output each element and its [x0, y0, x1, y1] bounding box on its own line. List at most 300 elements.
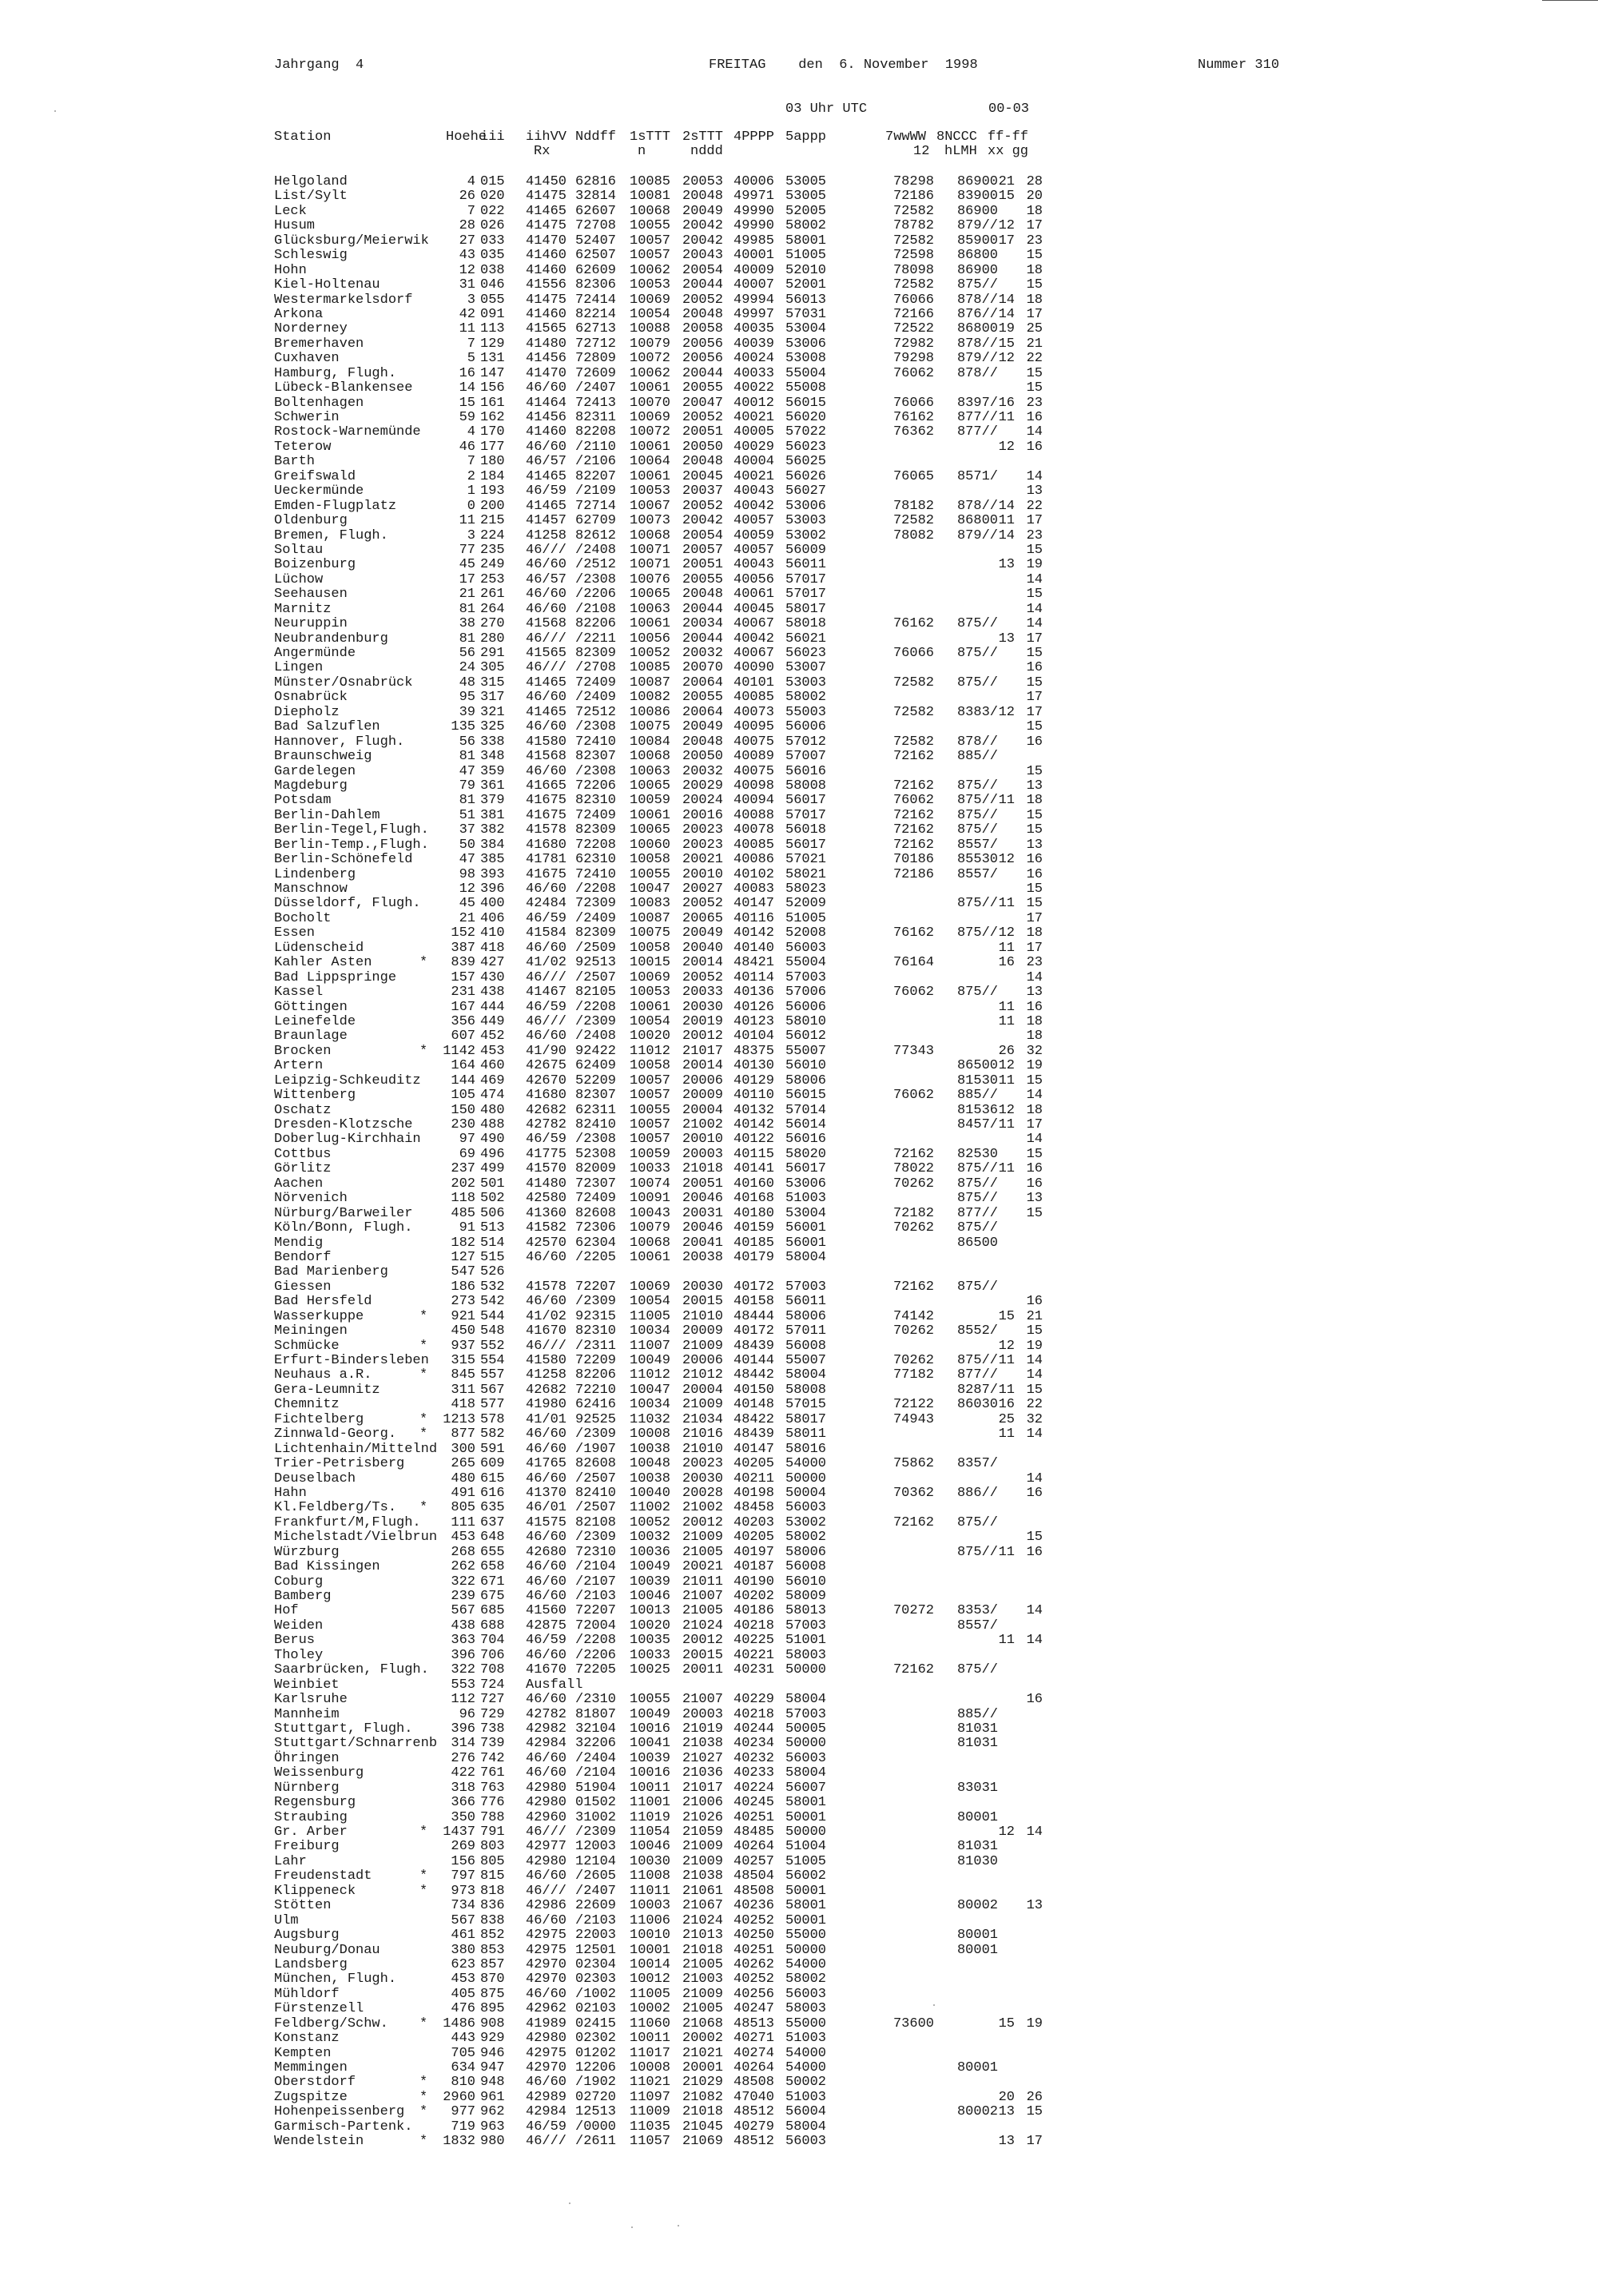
gust-value-2: 19 [1026, 557, 1043, 573]
gust-value-1: 26 [998, 1043, 1015, 1059]
group-1sttt: 10055 [630, 218, 671, 234]
group-1sttt: 10049 [630, 1706, 671, 1722]
group-4pppp: 40004 [733, 454, 775, 470]
group-8nccc: 85900 [956, 233, 998, 249]
station-id: 908 [480, 2015, 505, 2031]
group-4pppp: 48512 [733, 2134, 775, 2150]
group-iihvv: 41460 [526, 306, 567, 322]
station-name: Deuselbach [274, 1470, 356, 1486]
group-5appp: 50000 [785, 1942, 827, 1958]
group-2sttt: 21059 [682, 1824, 724, 1840]
group-5appp: 58011 [785, 1427, 827, 1442]
mountain-marker: * [419, 1043, 428, 1059]
group-4pppp: 40252 [733, 1912, 775, 1928]
group-7wwww: 72582 [892, 513, 934, 529]
group-1sttt: 10039 [630, 1750, 671, 1766]
group-5appp: 58006 [785, 1308, 827, 1324]
station-height: 2 [467, 468, 475, 484]
station-id: 091 [480, 306, 505, 322]
group-4pppp: 40271 [733, 2031, 775, 2047]
group-7wwww: 72162 [892, 1662, 934, 1678]
station-height: 182 [451, 1235, 475, 1251]
group-5appp: 55007 [785, 1043, 827, 1059]
group-2sttt: 20048 [682, 189, 724, 205]
group-nddff: 22609 [575, 1898, 617, 1914]
group-7wwww: 72982 [892, 336, 934, 352]
group-2sttt: 20045 [682, 468, 724, 484]
group-iihvv: 41565 [526, 321, 567, 337]
group-2sttt: 21005 [682, 1603, 724, 1619]
station-id: 948 [480, 2075, 505, 2091]
group-nddff: 22003 [575, 1928, 617, 1944]
group-1sttt: 10036 [630, 1544, 671, 1560]
group-8nccc: 877// [956, 424, 998, 440]
station-height: 38 [459, 616, 475, 632]
group-5appp: 56008 [785, 1338, 827, 1354]
gust-value-2: 15 [1026, 1205, 1043, 1221]
group-iihvv: 46/60 [526, 1249, 567, 1265]
station-name: Soltau [274, 542, 324, 558]
station-height: 443 [451, 2031, 475, 2047]
gust-value-2: 17 [1026, 631, 1043, 647]
col-iihvv: iihVV [526, 129, 567, 145]
gust-value-2: 14 [1026, 616, 1043, 632]
group-8nccc: 875// [956, 1176, 998, 1192]
group-4pppp: 40061 [733, 587, 775, 603]
station-id: 113 [480, 321, 505, 337]
group-8nccc: 885// [956, 1088, 998, 1104]
group-2sttt: 20042 [682, 513, 724, 529]
group-5appp: 56027 [785, 483, 827, 499]
station-id: 418 [480, 940, 505, 956]
group-8nccc: 81530 [956, 1072, 998, 1088]
group-nddff: /1907 [575, 1441, 617, 1457]
group-2sttt: 21017 [682, 1780, 724, 1796]
group-4pppp: 48439 [733, 1427, 775, 1442]
group-nddff: 81807 [575, 1706, 617, 1722]
group-2sttt: 21018 [682, 2104, 724, 2120]
group-1sttt: 10046 [630, 1589, 671, 1604]
gust-value-2: 15 [1026, 542, 1043, 558]
group-nddff: /2407 [575, 1883, 617, 1899]
station-height: 69 [459, 1146, 475, 1162]
group-4pppp: 40089 [733, 749, 775, 765]
group-1sttt: 10061 [630, 616, 671, 632]
group-iihvv: 46/60 [526, 1530, 567, 1546]
group-4pppp: 40088 [733, 807, 775, 823]
group-2sttt: 20003 [682, 1706, 724, 1722]
group-nddff: 02720 [575, 2089, 617, 2105]
station-height: 567 [451, 1603, 475, 1619]
station-name: Bocholt [274, 910, 332, 926]
group-iihvv: 41460 [526, 424, 567, 440]
group-4pppp: 40114 [733, 969, 775, 985]
station-id: 578 [480, 1411, 505, 1427]
station-height: 27 [459, 233, 475, 249]
gust-value-2: 14 [1026, 424, 1043, 440]
station-name: Oberstdorf [274, 2075, 356, 2091]
group-7wwww: 72162 [892, 749, 934, 765]
col-5appp: 5appp [785, 129, 827, 145]
group-8nccc: 875// [956, 778, 998, 794]
group-4pppp: 40172 [733, 1279, 775, 1295]
group-4pppp: 40132 [733, 1102, 775, 1118]
group-8nccc: 86800 [956, 321, 998, 337]
group-nddff: 31002 [575, 1809, 617, 1825]
group-5appp: 57015 [785, 1397, 827, 1413]
station-id: 852 [480, 1928, 505, 1944]
group-1sttt: 10076 [630, 571, 671, 587]
station-id: 544 [480, 1308, 505, 1324]
station-name: Schmücke [274, 1338, 340, 1354]
group-5appp: 50001 [785, 1809, 827, 1825]
group-2sttt: 20015 [682, 1294, 724, 1310]
group-1sttt: 10010 [630, 1928, 671, 1944]
group-5appp: 57014 [785, 1102, 827, 1118]
station-height: 11 [459, 321, 475, 337]
col-ffff-sub: xx gg [988, 144, 1029, 160]
group-7wwww: 72582 [892, 277, 934, 293]
group-2sttt: 20014 [682, 955, 724, 971]
group-iihvv: 46/60 [526, 690, 567, 706]
gust-value-1: 11 [998, 896, 1015, 912]
group-iihvv: 41670 [526, 1662, 567, 1678]
station-id: 410 [480, 925, 505, 941]
station-height: 81 [459, 749, 475, 765]
station-id: 552 [480, 1338, 505, 1354]
group-iihvv: 46/60 [526, 1470, 567, 1486]
station-height: 265 [451, 1456, 475, 1472]
station-id: 393 [480, 866, 505, 882]
group-5appp: 56013 [785, 292, 827, 308]
group-4pppp: 40021 [733, 410, 775, 425]
group-1sttt: 10056 [630, 631, 671, 647]
group-iihvv: 41465 [526, 704, 567, 720]
station-id: 729 [480, 1706, 505, 1722]
group-iihvv: 41582 [526, 1220, 567, 1236]
group-1sttt: 10038 [630, 1441, 671, 1457]
station-id: 381 [480, 807, 505, 823]
group-5appp: 58016 [785, 1441, 827, 1457]
station-height: 118 [451, 1191, 475, 1207]
station-id: 264 [480, 601, 505, 617]
station-name: Würzburg [274, 1544, 340, 1560]
group-1sttt: 10062 [630, 262, 671, 278]
station-name: Görlitz [274, 1161, 332, 1177]
group-1sttt: 10032 [630, 1530, 671, 1546]
gust-value-1: 16 [998, 1397, 1015, 1413]
station-id: 637 [480, 1514, 505, 1530]
group-1sttt: 10053 [630, 985, 671, 1001]
station-name: Fichtelberg [274, 1411, 364, 1427]
group-iihvv: 42984 [526, 2104, 567, 2120]
gust-value-1: 15 [998, 2015, 1015, 2031]
station-name: Berus [274, 1633, 316, 1649]
group-5appp: 55003 [785, 704, 827, 720]
mountain-marker: * [419, 2089, 428, 2105]
gust-value-2: 32 [1026, 1411, 1043, 1427]
group-iihvv: 41470 [526, 365, 567, 381]
station-name: Glücksburg/Meierwik [274, 233, 429, 249]
station-height: 476 [451, 2001, 475, 2017]
group-5appp: 50000 [785, 1662, 827, 1678]
group-2sttt: 21068 [682, 2015, 724, 2031]
group-4pppp: 40148 [733, 1397, 775, 1413]
station-name: Neubrandenburg [274, 631, 388, 647]
group-nddff: /2109 [575, 483, 617, 499]
group-nddff: 32206 [575, 1736, 617, 1752]
group-iihvv: 42484 [526, 896, 567, 912]
group-5appp: 53007 [785, 660, 827, 676]
gust-value-2: 14 [1026, 571, 1043, 587]
gust-value-2: 16 [1026, 660, 1043, 676]
group-2sttt: 21013 [682, 1928, 724, 1944]
group-1sttt: 10057 [630, 233, 671, 249]
group-8nccc: 80001 [956, 1809, 998, 1825]
mountain-marker: * [419, 2015, 428, 2031]
station-name: Rostock-Warnemünde [274, 424, 421, 440]
col-station: Station [274, 129, 332, 145]
group-iihvv: 42984 [526, 1736, 567, 1752]
group-2sttt: 20058 [682, 321, 724, 337]
group-1sttt: 10038 [630, 1470, 671, 1486]
station-name: Lichtenhain/Mittelnd [274, 1441, 438, 1457]
group-5appp: 58004 [785, 1367, 827, 1383]
group-iihvv: 46/// [526, 1824, 567, 1840]
station-height: 734 [451, 1898, 475, 1914]
station-name: München, Flugh. [274, 1972, 397, 1988]
station-id: 270 [480, 616, 505, 632]
group-2sttt: 21012 [682, 1367, 724, 1383]
station-name: Hof [274, 1603, 299, 1619]
group-7wwww: 72582 [892, 734, 934, 750]
group-iihvv: 42962 [526, 2001, 567, 2017]
group-nddff: 72410 [575, 866, 617, 882]
group-iihvv: 41460 [526, 248, 567, 264]
group-2sttt: 20042 [682, 233, 724, 249]
group-1sttt: 11001 [630, 1795, 671, 1811]
group-iihvv: 41775 [526, 1146, 567, 1162]
group-nddff: 72206 [575, 778, 617, 794]
gust-value-2: 16 [1026, 410, 1043, 425]
group-nddff: /2206 [575, 587, 617, 603]
station-id: 449 [480, 1013, 505, 1029]
group-iihvv: 41980 [526, 1397, 567, 1413]
station-height: 1142 [443, 1043, 475, 1059]
group-1sttt: 10034 [630, 1323, 671, 1339]
group-nddff: 72208 [575, 837, 617, 853]
group-1sttt: 10079 [630, 336, 671, 352]
mountain-marker: * [419, 1883, 428, 1899]
station-height: 805 [451, 1500, 475, 1516]
group-7wwww: 70362 [892, 1485, 934, 1501]
group-nddff: 82608 [575, 1456, 617, 1472]
group-4pppp: 40144 [733, 1353, 775, 1368]
station-name: Regensburg [274, 1795, 356, 1811]
station-name: Marnitz [274, 601, 332, 617]
group-iihvv: 41456 [526, 351, 567, 367]
group-2sttt: 20064 [682, 674, 724, 690]
group-8nccc: 8397/ [956, 395, 998, 411]
station-height: 59 [459, 410, 475, 425]
group-1sttt: 10073 [630, 513, 671, 529]
gust-value-1: 21 [998, 174, 1015, 189]
station-id: 980 [480, 2134, 505, 2150]
group-iihvv: 46/60 [526, 1427, 567, 1442]
group-8nccc: 875// [956, 1544, 998, 1560]
group-iihvv: 41/02 [526, 1308, 567, 1324]
group-5appp: 58021 [785, 866, 827, 882]
group-2sttt: 20010 [682, 1132, 724, 1148]
group-5appp: 56017 [785, 793, 827, 809]
group-nddff: /2404 [575, 1750, 617, 1766]
group-1sttt: 11057 [630, 2134, 671, 2150]
group-iihvv: 42975 [526, 1928, 567, 1944]
group-2sttt: 20015 [682, 1647, 724, 1663]
group-iihvv: Ausfall [526, 1677, 583, 1693]
mountain-marker: * [419, 1338, 428, 1354]
group-2sttt: 21011 [682, 1574, 724, 1590]
group-8nccc: 81031 [956, 1721, 998, 1737]
group-5appp: 50000 [785, 1736, 827, 1752]
station-height: 4 [467, 174, 475, 189]
group-2sttt: 20028 [682, 1485, 724, 1501]
group-7wwww: 76062 [892, 793, 934, 809]
station-id: 929 [480, 2031, 505, 2047]
station-height: 1832 [443, 2134, 475, 2150]
station-height: 45 [459, 557, 475, 573]
station-id: 724 [480, 1677, 505, 1693]
station-height: 2960 [443, 2089, 475, 2105]
gust-value-1: 11 [998, 513, 1015, 529]
station-id: 291 [480, 646, 505, 661]
group-5appp: 56012 [785, 1029, 827, 1045]
station-height: 47 [459, 852, 475, 868]
group-5appp: 56006 [785, 719, 827, 735]
station-height: 438 [451, 1618, 475, 1633]
group-4pppp: 40075 [733, 734, 775, 750]
station-name: Fürstenzell [274, 2001, 364, 2017]
group-2sttt: 20057 [682, 542, 724, 558]
station-height: 26 [459, 189, 475, 205]
station-name: Ueckermünde [274, 483, 364, 499]
group-iihvv: 46/59 [526, 1132, 567, 1148]
station-height: 366 [451, 1795, 475, 1811]
station-id: 635 [480, 1500, 505, 1516]
group-iihvv: 46/60 [526, 1868, 567, 1884]
station-id: 474 [480, 1088, 505, 1104]
station-id: 791 [480, 1824, 505, 1840]
group-5appp: 58018 [785, 616, 827, 632]
group-5appp: 56026 [785, 468, 827, 484]
group-4pppp: 40085 [733, 837, 775, 853]
station-height: 11 [459, 513, 475, 529]
group-8nccc: 885// [956, 1706, 998, 1722]
group-2sttt: 20004 [682, 1382, 724, 1398]
station-name: Schleswig [274, 248, 348, 264]
station-height: 95 [459, 690, 475, 706]
group-1sttt: 11007 [630, 1338, 671, 1354]
station-id: 788 [480, 1809, 505, 1825]
group-nddff: 51904 [575, 1780, 617, 1796]
group-4pppp: 48421 [733, 955, 775, 971]
station-name: Landsberg [274, 1956, 348, 1972]
group-1sttt: 10075 [630, 719, 671, 735]
group-2sttt: 20034 [682, 616, 724, 632]
group-nddff: /2509 [575, 940, 617, 956]
group-nddff: /2507 [575, 1500, 617, 1516]
mountain-marker: * [419, 2075, 428, 2091]
group-2sttt: 20023 [682, 1456, 724, 1472]
station-name: Kahler Asten [274, 955, 372, 971]
group-5appp: 50001 [785, 1912, 827, 1928]
station-id: 184 [480, 468, 505, 484]
group-2sttt: 21009 [682, 1853, 724, 1869]
group-4pppp: 40179 [733, 1249, 775, 1265]
group-nddff: /2104 [575, 1765, 617, 1781]
group-2sttt: 20046 [682, 1220, 724, 1236]
group-2sttt: 21017 [682, 1043, 724, 1059]
group-2sttt: 21003 [682, 1972, 724, 1988]
group-iihvv: 42970 [526, 1956, 567, 1972]
group-7wwww: 78098 [892, 262, 934, 278]
group-nddff: 92513 [575, 955, 617, 971]
group-4pppp: 49997 [733, 306, 775, 322]
group-iihvv: 46/60 [526, 1647, 567, 1663]
group-2sttt: 20055 [682, 571, 724, 587]
station-height: 16 [459, 365, 475, 381]
group-4pppp: 40197 [733, 1544, 775, 1560]
group-iihvv: 41465 [526, 674, 567, 690]
gust-value-1: 14 [998, 306, 1015, 322]
group-5appp: 57003 [785, 1618, 827, 1633]
group-iihvv: 46/60 [526, 763, 567, 779]
station-height: 877 [451, 1427, 475, 1442]
station-name: Gera-Leumnitz [274, 1382, 380, 1398]
group-2sttt: 21034 [682, 1411, 724, 1427]
station-id: 727 [480, 1692, 505, 1708]
gust-value-2: 15 [1026, 719, 1043, 735]
group-7wwww: 76162 [892, 616, 934, 632]
gust-value-2: 16 [1026, 999, 1043, 1015]
group-iihvv: 46/// [526, 1338, 567, 1354]
group-1sttt: 10014 [630, 1956, 671, 1972]
group-5appp: 58006 [785, 1544, 827, 1560]
station-id: 430 [480, 969, 505, 985]
group-iihvv: 41584 [526, 925, 567, 941]
group-1sttt: 10062 [630, 365, 671, 381]
station-height: 485 [451, 1205, 475, 1221]
station-height: 356 [451, 1013, 475, 1029]
col-7wwww: 7wwWW [885, 129, 927, 145]
gust-value-2: 18 [1026, 1029, 1043, 1045]
group-4pppp: 40083 [733, 881, 775, 897]
gust-value-1: 20 [998, 2089, 1015, 2105]
station-id: 317 [480, 690, 505, 706]
station-height: 31 [459, 277, 475, 293]
gust-value-2: 23 [1026, 527, 1043, 543]
group-nddff: 82608 [575, 1205, 617, 1221]
group-4pppp: 40001 [733, 248, 775, 264]
group-1sttt: 10060 [630, 837, 671, 853]
group-4pppp: 40232 [733, 1750, 775, 1766]
station-name: Lahr [274, 1853, 307, 1869]
group-iihvv: 41370 [526, 1485, 567, 1501]
group-nddff: 62713 [575, 321, 617, 337]
station-name: Garmisch-Partenk. [274, 2119, 413, 2135]
station-id: 261 [480, 587, 505, 603]
group-1sttt: 11032 [630, 1411, 671, 1427]
